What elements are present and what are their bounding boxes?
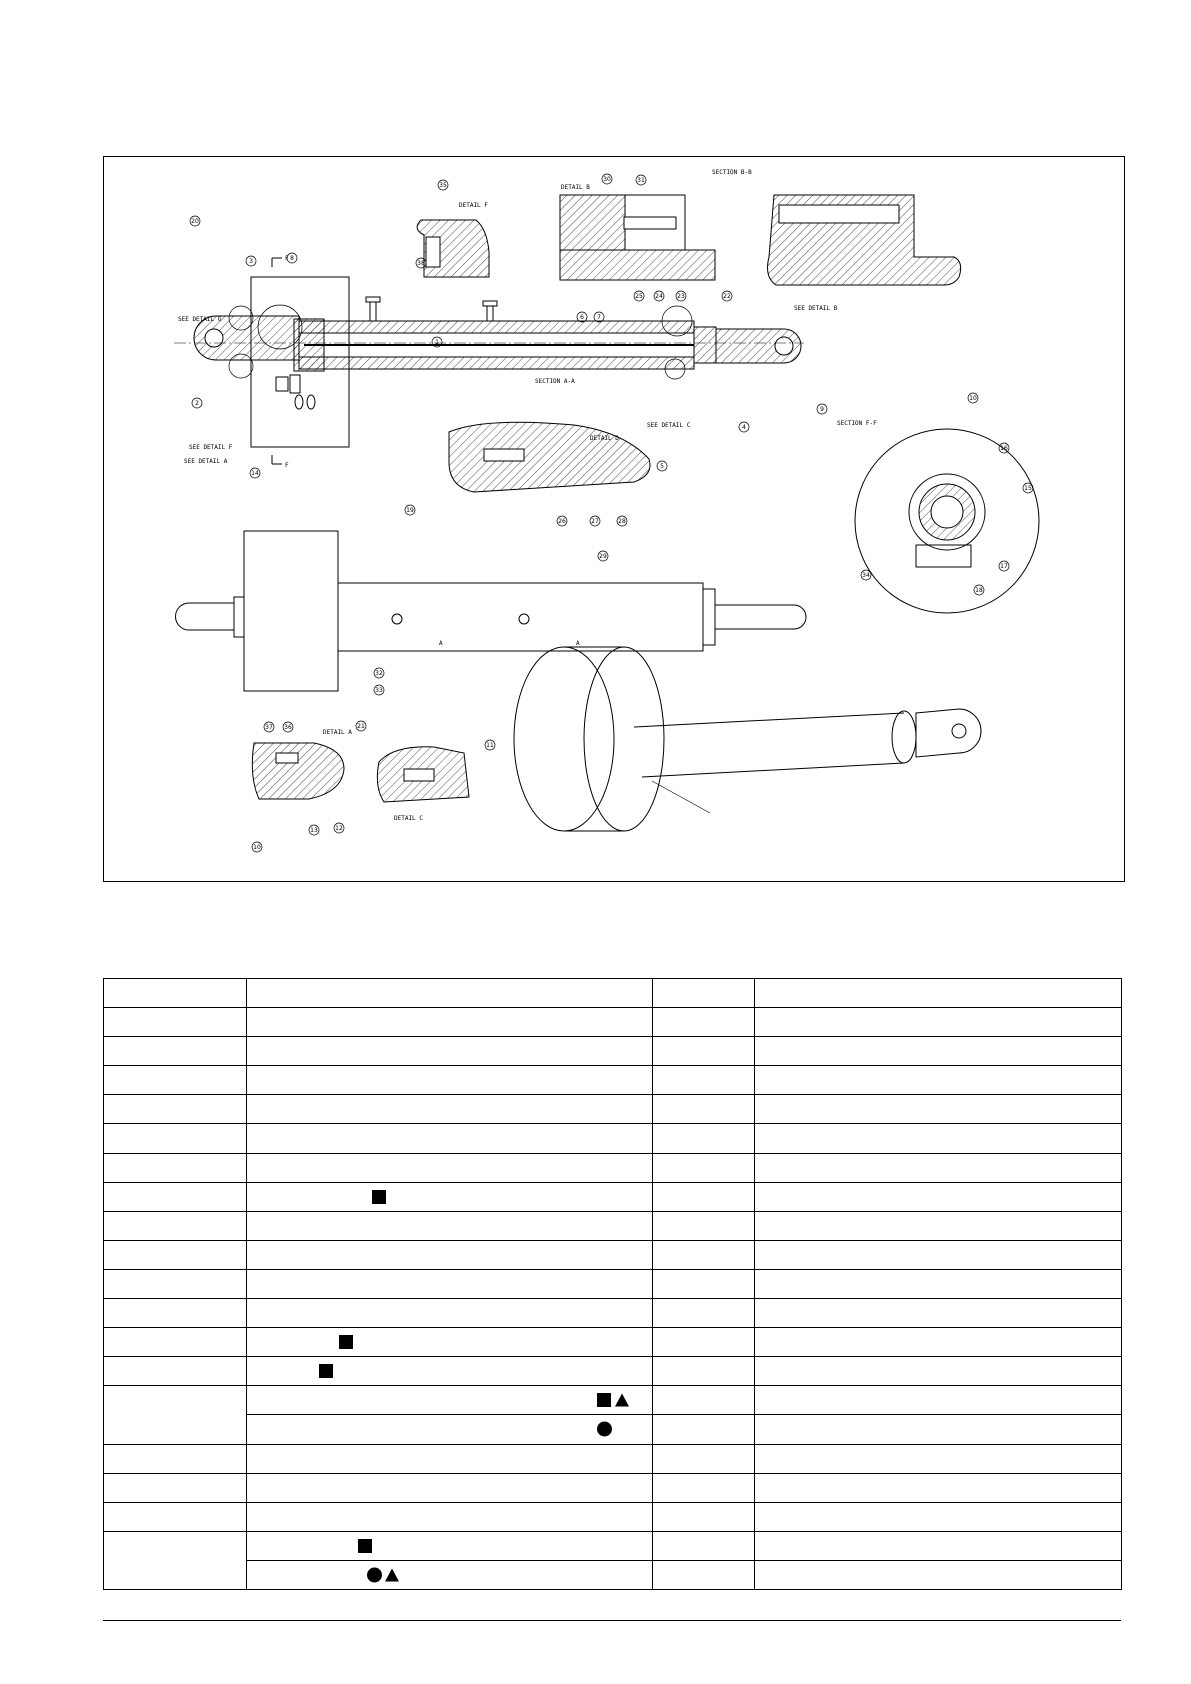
cell-quantity bbox=[653, 1095, 755, 1124]
cell-notes bbox=[755, 1386, 1122, 1415]
cell-description bbox=[247, 1153, 653, 1182]
cell-description bbox=[247, 1008, 653, 1037]
cell-notes bbox=[755, 1124, 1122, 1153]
see-detail-f-label: SEE DETAIL F bbox=[189, 444, 233, 451]
cell-notes bbox=[755, 1037, 1122, 1066]
cell-quantity bbox=[653, 1415, 755, 1444]
balloon-20: 20 bbox=[191, 218, 199, 225]
balloon-28: 28 bbox=[618, 518, 626, 525]
cell-quantity bbox=[653, 1211, 755, 1240]
balloon-35: 35 bbox=[439, 182, 447, 189]
detail-f-view bbox=[417, 202, 489, 277]
exterior-side-view bbox=[176, 531, 807, 691]
cell-notes bbox=[755, 1473, 1122, 1502]
balloon-31: 31 bbox=[637, 177, 645, 184]
mark-a-left: A bbox=[439, 640, 443, 647]
detail-f-label: DETAIL F bbox=[459, 202, 488, 209]
cell-item bbox=[104, 1037, 247, 1066]
table-row bbox=[104, 1386, 1122, 1415]
cell-description bbox=[247, 979, 653, 1008]
cell-quantity bbox=[653, 1386, 755, 1415]
cell-quantity bbox=[653, 1153, 755, 1182]
cell-description bbox=[247, 1328, 653, 1357]
balloon-5: 5 bbox=[660, 463, 664, 470]
section-arrow-label-bottom: F bbox=[285, 462, 289, 469]
cell-notes bbox=[755, 1066, 1122, 1095]
table-row bbox=[104, 1240, 1122, 1269]
balloon-32: 32 bbox=[375, 670, 383, 677]
parts-table-body bbox=[104, 979, 1122, 1590]
balloon-7: 7 bbox=[597, 314, 601, 321]
table-row bbox=[104, 1444, 1122, 1473]
cell-notes bbox=[755, 1211, 1122, 1240]
table-row bbox=[104, 1560, 1122, 1589]
see-detail-a-label: SEE DETAIL A bbox=[184, 458, 228, 465]
section-aa-label: SECTION A-A bbox=[535, 378, 575, 385]
balloon-6: 6 bbox=[580, 314, 584, 321]
cell-quantity bbox=[653, 1502, 755, 1531]
balloon-18: 18 bbox=[975, 587, 983, 594]
triangle-mark-icon bbox=[615, 1394, 629, 1407]
cell-quantity bbox=[653, 1066, 755, 1095]
cell-quantity bbox=[653, 1240, 755, 1269]
cell-description bbox=[247, 1182, 653, 1211]
cell-quantity bbox=[653, 1560, 755, 1589]
balloon-33: 33 bbox=[375, 687, 383, 694]
balloon-11: 11 bbox=[486, 742, 494, 749]
cell-description bbox=[247, 1299, 653, 1328]
balloon-38: 38 bbox=[417, 260, 425, 267]
cell-notes bbox=[755, 979, 1122, 1008]
cell-item bbox=[104, 1386, 247, 1444]
balloon-9: 9 bbox=[820, 406, 824, 413]
table-row bbox=[104, 1095, 1122, 1124]
cell-item bbox=[104, 1008, 247, 1037]
table-row bbox=[104, 1502, 1122, 1531]
table-row bbox=[104, 1153, 1122, 1182]
cell-description bbox=[247, 1066, 653, 1095]
cell-description bbox=[247, 1095, 653, 1124]
balloon-29: 29 bbox=[599, 553, 607, 560]
detail-c-label: DETAIL C bbox=[394, 815, 423, 822]
mark-a-right: A bbox=[576, 640, 580, 647]
cell-item bbox=[104, 1473, 247, 1502]
table-row bbox=[104, 1182, 1122, 1211]
square-mark-icon bbox=[372, 1190, 386, 1204]
cell-quantity bbox=[653, 979, 755, 1008]
see-detail-g-label: SEE DETAIL G bbox=[178, 316, 222, 323]
cell-description bbox=[247, 1124, 653, 1153]
balloon-37: 37 bbox=[265, 724, 273, 731]
table-row bbox=[104, 1357, 1122, 1386]
balloon-36: 36 bbox=[284, 724, 292, 731]
cell-item bbox=[104, 1357, 247, 1386]
section-bb-label: SECTION B-B bbox=[712, 169, 752, 176]
cell-notes bbox=[755, 1531, 1122, 1560]
cell-notes bbox=[755, 1153, 1122, 1182]
balloon-19: 19 bbox=[406, 507, 414, 514]
detail-c-view bbox=[377, 747, 469, 822]
detail-a-view bbox=[252, 729, 352, 799]
technical-drawing bbox=[103, 156, 1125, 882]
section-bb-view bbox=[712, 169, 961, 285]
circle-mark-icon bbox=[367, 1567, 382, 1582]
balloon-10a: 10 bbox=[969, 395, 977, 402]
cell-item bbox=[104, 1299, 247, 1328]
detail-d-view bbox=[449, 422, 650, 492]
cell-description bbox=[247, 1211, 653, 1240]
cell-notes bbox=[755, 1299, 1122, 1328]
balloon-30: 30 bbox=[603, 176, 611, 183]
square-mark-icon bbox=[597, 1393, 611, 1407]
balloon-4: 4 bbox=[742, 424, 746, 431]
table-row bbox=[104, 1037, 1122, 1066]
balloon-24: 24 bbox=[655, 293, 663, 300]
table-row bbox=[104, 1415, 1122, 1444]
balloon-1: 1 bbox=[435, 339, 439, 346]
detail-b-label: DETAIL B bbox=[561, 184, 590, 191]
cell-item bbox=[104, 1328, 247, 1357]
balloon-34: 34 bbox=[862, 572, 870, 579]
section-arrow-label-top: F bbox=[285, 255, 289, 262]
cell-quantity bbox=[653, 1269, 755, 1298]
cell-quantity bbox=[653, 1357, 755, 1386]
cell-description bbox=[247, 1531, 653, 1560]
balloon-12: 12 bbox=[335, 825, 343, 832]
cell-description bbox=[247, 1240, 653, 1269]
cell-item bbox=[104, 1153, 247, 1182]
table-row bbox=[104, 979, 1122, 1008]
cell-description bbox=[247, 1415, 653, 1444]
section-ff-label: SECTION F-F bbox=[837, 420, 877, 427]
balloon-26: 26 bbox=[558, 518, 566, 525]
cell-notes bbox=[755, 1095, 1122, 1124]
balloon-22: 22 bbox=[723, 293, 731, 300]
cell-notes bbox=[755, 1182, 1122, 1211]
cell-notes bbox=[755, 1357, 1122, 1386]
cell-quantity bbox=[653, 1444, 755, 1473]
triangle-mark-icon bbox=[385, 1568, 399, 1581]
cell-item bbox=[104, 1124, 247, 1153]
table-row bbox=[104, 1211, 1122, 1240]
cell-item bbox=[104, 1182, 247, 1211]
cell-quantity bbox=[653, 1182, 755, 1211]
cell-notes bbox=[755, 1444, 1122, 1473]
cell-description bbox=[247, 1037, 653, 1066]
cell-description bbox=[247, 1473, 653, 1502]
detail-b-view bbox=[560, 184, 715, 280]
balloon-2: 2 bbox=[195, 400, 199, 407]
cell-quantity bbox=[653, 1531, 755, 1560]
square-mark-icon bbox=[358, 1539, 372, 1553]
cell-item bbox=[104, 1240, 247, 1269]
cell-description bbox=[247, 1502, 653, 1531]
balloon-25: 25 bbox=[635, 293, 643, 300]
cell-item bbox=[104, 1269, 247, 1298]
cell-description bbox=[247, 1386, 653, 1415]
table-row bbox=[104, 1531, 1122, 1560]
balloon-14: 14 bbox=[251, 470, 259, 477]
circle-mark-icon bbox=[597, 1422, 612, 1437]
cell-quantity bbox=[653, 1124, 755, 1153]
table-row bbox=[104, 1328, 1122, 1357]
table-row bbox=[104, 1008, 1122, 1037]
balloon-16: 16 bbox=[1000, 445, 1008, 452]
cell-quantity bbox=[653, 1037, 755, 1066]
cell-notes bbox=[755, 1328, 1122, 1357]
cell-quantity bbox=[653, 1328, 755, 1357]
cell-notes bbox=[755, 1560, 1122, 1589]
cell-description bbox=[247, 1357, 653, 1386]
footer-rule bbox=[103, 1620, 1121, 1621]
table-row bbox=[104, 1269, 1122, 1298]
balloon-17: 17 bbox=[1000, 563, 1008, 570]
parts-table bbox=[103, 978, 1122, 1590]
balloon-3: 3 bbox=[249, 258, 253, 265]
balloon-23: 23 bbox=[677, 293, 685, 300]
see-detail-c-label: SEE DETAIL C bbox=[647, 422, 691, 429]
cell-description bbox=[247, 1560, 653, 1589]
cell-quantity bbox=[653, 1299, 755, 1328]
see-detail-b-label: SEE DETAIL B bbox=[794, 305, 838, 312]
balloon-8: 8 bbox=[290, 255, 294, 262]
detail-d-label: DETAIL D bbox=[590, 435, 619, 442]
cell-item bbox=[104, 1211, 247, 1240]
cell-description bbox=[247, 1444, 653, 1473]
cell-notes bbox=[755, 1240, 1122, 1269]
cell-notes bbox=[755, 1502, 1122, 1531]
cell-item bbox=[104, 1444, 247, 1473]
balloon-15: 15 bbox=[1024, 485, 1032, 492]
cell-item bbox=[104, 979, 247, 1008]
balloon-13: 13 bbox=[310, 827, 318, 834]
cell-item bbox=[104, 1095, 247, 1124]
balloon-10b: 10 bbox=[253, 844, 261, 851]
cell-notes bbox=[755, 1415, 1122, 1444]
balloon-21: 21 bbox=[357, 723, 365, 730]
cell-item bbox=[104, 1066, 247, 1095]
isometric-view bbox=[514, 647, 981, 831]
cell-quantity bbox=[653, 1008, 755, 1037]
cell-description bbox=[247, 1269, 653, 1298]
cell-notes bbox=[755, 1008, 1122, 1037]
table-row bbox=[104, 1473, 1122, 1502]
cell-notes bbox=[755, 1269, 1122, 1298]
square-mark-icon bbox=[319, 1364, 333, 1378]
cell-quantity bbox=[653, 1473, 755, 1502]
table-row bbox=[104, 1299, 1122, 1328]
square-mark-icon bbox=[339, 1335, 353, 1349]
cell-item bbox=[104, 1531, 247, 1589]
table-row bbox=[104, 1124, 1122, 1153]
table-row bbox=[104, 1066, 1122, 1095]
balloon-27: 27 bbox=[591, 518, 599, 525]
detail-a-label: DETAIL A bbox=[323, 729, 352, 736]
cell-item bbox=[104, 1502, 247, 1531]
